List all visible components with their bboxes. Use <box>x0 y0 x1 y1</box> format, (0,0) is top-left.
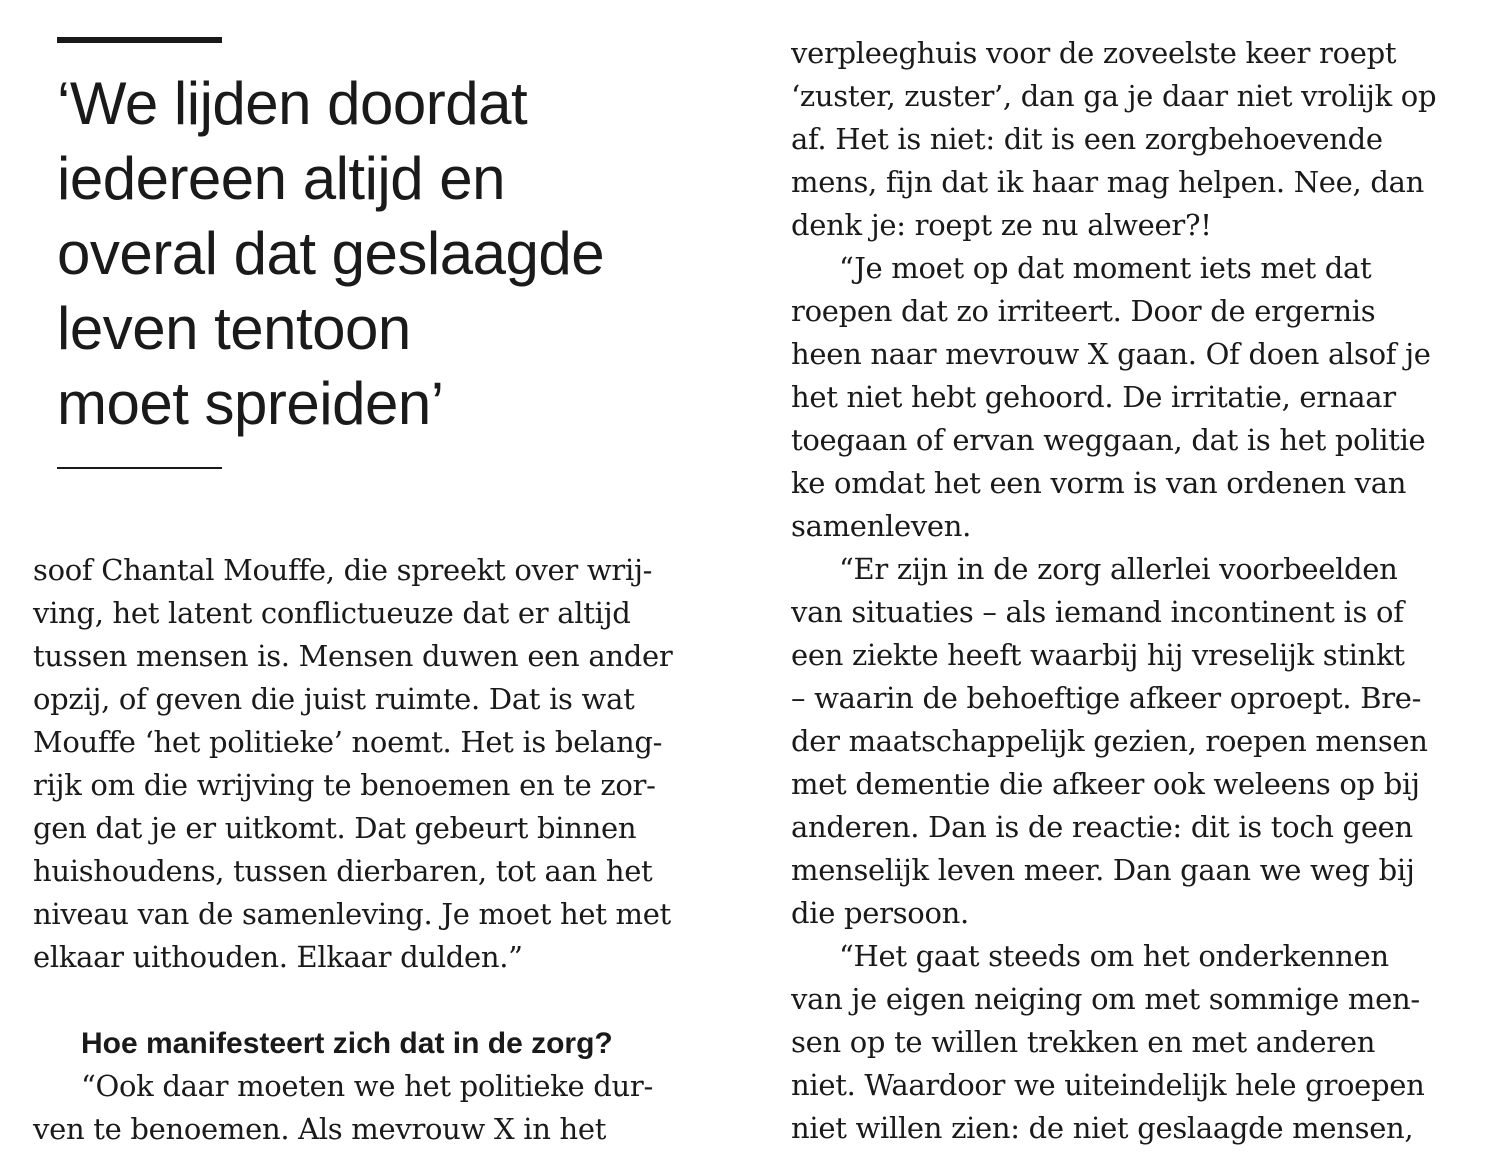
pull-quote-line: iedereen altijd en <box>57 145 506 212</box>
text-line: denk je: roept ze nu alweer?! <box>791 208 1212 242</box>
text-line: der maatschappelijk gezien, roepen mensen <box>791 724 1428 758</box>
text-line: sen op te willen trekken en met anderen <box>791 1025 1376 1059</box>
text-line: “Er zijn in de zorg allerlei voorbeelden <box>839 552 1398 586</box>
right-column-paragraph-3 <box>791 548 1487 935</box>
pull-quote-line: leven tentoon <box>57 295 411 362</box>
text-line: toegaan of ervan weggaan, dat is het politie <box>791 423 1426 457</box>
text-line: “Ook daar moeten we het politieke dur- <box>81 1069 653 1103</box>
text-line: menselijk leven meer. Dan gaan we weg bij <box>791 853 1415 887</box>
text-line: met dementie die afkeer ook weleens op bij <box>791 767 1420 801</box>
right-column-paragraph-2 <box>791 247 1487 548</box>
text-line: ving, het latent conflictueuze dat er altijd <box>33 596 631 630</box>
left-column-answer <box>33 1065 753 1151</box>
text-line: het niet hebt gehoord. De irritatie, ernaar <box>791 380 1396 414</box>
left-column-paragraph <box>33 549 753 979</box>
text-line: roepen dat zo irriteert. Door de ergernis <box>791 294 1376 328</box>
text-line: die persoon. <box>791 896 969 930</box>
text-line: soof Chantal Mouffe, die spreekt over wrij- <box>33 553 653 587</box>
right-column <box>791 0 1487 1165</box>
text-line: samenleven. <box>791 509 972 543</box>
text-line: ke omdat het een vorm is van ordenen van <box>791 466 1407 500</box>
text-line: niet willen zien: de niet geslaagde mensen, <box>791 1111 1414 1145</box>
text-line: niveau van de samenleving. Je moet het met <box>33 897 671 931</box>
text-line: tussen mensen is. Mensen duwen een ander <box>33 639 673 673</box>
left-column <box>33 0 753 1151</box>
right-column-paragraph-4 <box>791 935 1487 1150</box>
text-line: mens, fijn dat ik haar mag helpen. Nee, dan <box>791 165 1424 199</box>
text-line: niet. Waardoor we uiteindelijk hele groepen <box>791 1068 1425 1102</box>
text-line: van je eigen neiging om met sommige men- <box>791 982 1420 1016</box>
interview-question: Hoe manifesteert zich dat in de zorg? <box>81 1027 613 1060</box>
text-line: “Het gaat steeds om het onderkennen <box>839 939 1389 973</box>
text-line: rijk om die wrijving te benoemen en te zor- <box>33 768 656 802</box>
text-line: anderen. Dan is de reactie: dit is toch geen <box>791 810 1413 844</box>
text-line: af. Het is niet: dit is een zorgbehoevende <box>791 122 1383 156</box>
pull-quote-line: moet spreiden’ <box>57 370 444 437</box>
text-line: elkaar uithouden. Elkaar dulden.” <box>33 940 523 974</box>
text-line: opzij, of geven die juist ruimte. Dat is wat <box>33 682 635 716</box>
pull-quote-line: overal dat geslaagde <box>57 220 605 287</box>
pull-quote-line: ‘We lijden doordat <box>57 70 528 137</box>
right-column-paragraph-1 <box>791 32 1487 247</box>
text-line: – waarin de behoeftige afkeer oproept. Bre- <box>791 681 1422 715</box>
text-line: Mouffe ‘het politieke’ noemt. Het is belang- <box>33 725 663 759</box>
text-line: gen dat je er uitkomt. Dat gebeurt binnen <box>33 811 637 845</box>
text-line: huishoudens, tussen dierbaren, tot aan het <box>33 854 653 888</box>
text-line: “Je moet op dat moment iets met dat <box>839 251 1372 285</box>
text-line: een ziekte heeft waarbij hij vreselijk stinkt <box>791 638 1405 672</box>
text-line: van situaties – als iemand incontinent is of <box>791 595 1404 629</box>
text-line: verpleeghuis voor de zoveelste keer roept <box>791 36 1397 70</box>
text-line: heen naar mevrouw X gaan. Of doen alsof je <box>791 337 1431 371</box>
text-line: ven te benoemen. Als mevrouw X in het <box>33 1112 607 1146</box>
text-line: ‘zuster, zuster’, dan ga je daar niet vrolijk op <box>791 79 1437 113</box>
